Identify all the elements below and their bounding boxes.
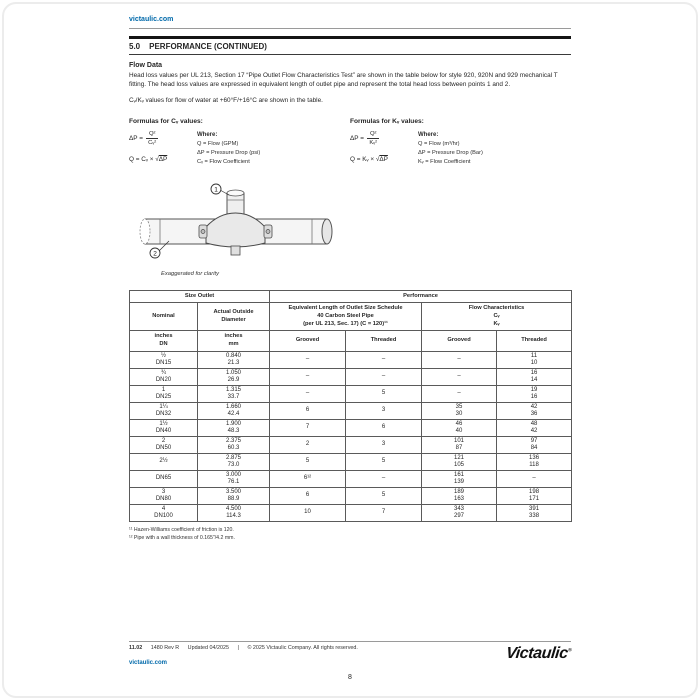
flow-threaded-cv-value: 11: [530, 352, 538, 359]
od-mm-value: 42.4: [227, 410, 240, 417]
th-fc-threaded: Threaded: [497, 331, 572, 351]
flow-grooved-kv-value: 139: [454, 478, 465, 485]
flow-threaded-cv-value: 198: [529, 488, 540, 495]
cell-flow-threaded: [497, 368, 572, 385]
cv-equations: [129, 131, 197, 167]
flow-threaded-kv-value: 84: [530, 444, 538, 451]
cell-flow-threaded: [497, 436, 572, 453]
th-nominal-units: [130, 331, 198, 351]
od-inches-value: 1.900: [226, 420, 242, 427]
nominal-dn-value: DN32: [155, 410, 172, 417]
section-title: PERFORMANCE (CONTINUED): [149, 42, 267, 51]
kv-where-label: Where:: [418, 131, 439, 138]
flow-grooved-cv-value: 189: [454, 488, 465, 495]
flow-threaded-kv-value: 10: [530, 359, 538, 366]
cv-formula-block: [129, 118, 350, 167]
nominal-dn-value: DN80: [155, 495, 172, 502]
footnotes: [129, 526, 571, 542]
kv-radical: √ΔP: [375, 155, 388, 163]
table-header-row-units: [130, 331, 572, 351]
kv-equations: [350, 131, 418, 167]
table-header-row-groups: [130, 290, 572, 303]
flow-threaded-kv-value: 42: [530, 427, 538, 434]
flow-threaded-cv-value: 136: [529, 454, 540, 461]
th-flow-line1: Flow Characteristics: [468, 305, 525, 312]
th-flow-characteristics: [422, 303, 572, 331]
nominal-inches-value: 2½: [159, 458, 168, 465]
cell-outside-diameter: [198, 470, 270, 487]
th-fc-grooved: Grooved: [422, 331, 497, 351]
diagram-point-2: 2: [153, 249, 157, 257]
cell-nominal: [130, 453, 198, 470]
table-row: [130, 453, 572, 470]
cell-nominal: [130, 470, 198, 487]
cell-eqlength-threaded: 3: [346, 436, 422, 453]
th-actual-od-line1: Actual Outside: [213, 309, 254, 316]
od-inches-value: 4.500: [226, 505, 242, 512]
cell-flow-threaded: [497, 351, 572, 368]
th-od-inches: inches: [224, 333, 243, 340]
formulas-section: [129, 118, 571, 167]
flow-grooved-cv-value: 121: [454, 454, 465, 461]
th-od-units: [198, 331, 270, 351]
cv-where-label: Where:: [197, 131, 218, 138]
flow-threaded-kv-value: 171: [529, 495, 540, 502]
page-footer: [129, 641, 571, 681]
cell-outside-diameter: [198, 402, 270, 419]
cell-flow-grooved: [422, 385, 497, 402]
table-header-row-columns: [130, 303, 572, 331]
nominal-dn-value: DN100: [154, 512, 173, 519]
od-inches-value: 3.000: [226, 471, 242, 478]
flow-grooved-kv-value: 297: [454, 512, 465, 519]
paragraph-head-loss: Head loss values per UL 213, Section 17 “Pipe Outlet Flow Characteristics Test” are shown in the table below for style 920, 920N and 929 mechanical T fitting. The head loss values are expressed in equivalent length of outlet pipe and represent the total head loss between points 1 and 2.: [129, 72, 558, 88]
cell-flow-grooved: [422, 368, 497, 385]
victaulic-logo: [505, 645, 572, 663]
nominal-inches-value: 3: [161, 488, 166, 495]
cv-radicand: ΔP: [158, 155, 168, 163]
th-equiv-line3: (per UL 213, Sec. 17) (C = 120)¹¹: [303, 320, 388, 327]
cv-eq2-pre: Q = Cᵥ ×: [129, 155, 154, 163]
cell-outside-diameter: [198, 419, 270, 436]
kv-fraction-numerator: Q²: [367, 131, 380, 139]
cell-eqlength-threaded: –: [346, 351, 422, 368]
th-flow-cv: Cᵥ: [493, 313, 500, 320]
th-equiv-line1: Equivalent Length of Outlet Size Schedule: [288, 305, 403, 312]
od-inches-value: 2.875: [226, 454, 242, 461]
table-row: [130, 385, 572, 402]
cell-nominal: [130, 504, 198, 521]
cell-flow-threaded: [497, 504, 572, 521]
od-mm-value: 21.3: [227, 359, 240, 366]
th-eq-grooved: Grooved: [270, 331, 346, 351]
nominal-dn-value: DN20: [155, 376, 172, 383]
th-od-mm: mm: [228, 341, 239, 348]
cell-nominal: [130, 436, 198, 453]
flow-grooved-cv-value: 101: [454, 437, 465, 444]
cv-fraction-numerator: Q²: [146, 131, 159, 139]
cv-where-line-dp: ΔP = Pressure Drop (psi): [197, 150, 261, 157]
nominal-dn-value: DN65: [155, 475, 172, 482]
od-mm-value: 73.0: [227, 461, 240, 468]
mechanical-t-illustration: [133, 181, 343, 263]
cell-eqlength-grooved: 6: [270, 402, 346, 419]
cv-eq1-lhs: ΔP =: [129, 134, 143, 142]
kv-eq2: [350, 156, 418, 163]
kv-fraction: [367, 131, 380, 146]
kv-eq2-pre: Q = Kᵥ ×: [350, 155, 375, 163]
flow-grooved-cv-value: –: [457, 373, 461, 380]
cell-flow-grooved: [422, 487, 497, 504]
flow-grooved-cv-value: 35: [455, 403, 463, 410]
cv-radical: √ΔP: [155, 155, 168, 163]
th-performance: Performance: [270, 290, 572, 303]
nominal-inches-value: 4: [161, 505, 166, 512]
cell-flow-threaded: [497, 385, 572, 402]
od-mm-value: 114.3: [226, 512, 241, 519]
od-mm-value: 60.3: [227, 444, 240, 451]
flow-threaded-cv-value: –: [532, 475, 536, 482]
fitting-diagram: [133, 181, 571, 277]
cell-eqlength-grooved: 2: [270, 436, 346, 453]
flow-grooved-kv-value: 105: [454, 461, 465, 468]
flow-table-body: [130, 351, 572, 521]
cell-outside-diameter: [198, 487, 270, 504]
cell-flow-threaded: [497, 453, 572, 470]
footer-left: [129, 645, 365, 669]
doc-revision: 1480 Rev R: [150, 645, 180, 651]
od-mm-value: 76.1: [227, 478, 240, 485]
th-nominal: Nominal: [130, 303, 198, 331]
cv-where-line-q: Q = Flow (GPM): [197, 141, 239, 148]
flow-table-head: [130, 290, 572, 351]
nominal-inches-value: ¾: [160, 369, 166, 376]
doc-number: 11.02: [129, 645, 143, 651]
th-nominal-inches: inches: [154, 333, 173, 340]
top-divider: [129, 28, 571, 29]
od-mm-value: 26.9: [227, 376, 240, 383]
kv-eq1-lhs: ΔP =: [350, 134, 364, 142]
flow-threaded-cv-value: 97: [530, 437, 538, 444]
flow-grooved-cv-value: 343: [454, 505, 465, 512]
nominal-inches-value: 1: [161, 386, 166, 393]
nominal-dn-value: DN50: [155, 444, 172, 451]
table-row: [130, 504, 572, 521]
flow-grooved-cv-value: –: [457, 390, 461, 397]
flow-threaded-cv-value: 391: [529, 505, 540, 512]
page-content: [129, 8, 571, 542]
cell-eqlength-threaded: 5: [346, 487, 422, 504]
od-inches-value: 1.050: [226, 369, 242, 376]
cell-outside-diameter: [198, 385, 270, 402]
table-row: [130, 419, 572, 436]
od-inches-value: 0.840: [226, 352, 242, 359]
table-row: [130, 368, 572, 385]
od-inches-value: 3.500: [226, 488, 242, 495]
kv-where-line-kv: Kᵥ = Flow Coefficient: [418, 158, 471, 165]
nominal-dn-value: DN40: [155, 427, 172, 434]
cell-eqlength-threaded: 5: [346, 385, 422, 402]
cv-formula-title: Formulas for Cᵥ values:: [129, 117, 203, 125]
kv-where-line-dp: ΔP = Pressure Drop (Bar): [418, 150, 483, 157]
flow-threaded-kv-value: 14: [530, 376, 538, 383]
cv-fraction-denominator: Cᵥ²: [148, 139, 157, 146]
cell-flow-grooved: [422, 402, 497, 419]
kv-where-line-q: Q = Flow (m³/hr): [418, 141, 460, 148]
flow-grooved-cv-value: 161: [454, 471, 465, 478]
od-mm-value: 33.7: [227, 393, 240, 400]
table-row: [130, 351, 572, 368]
cell-flow-threaded: [497, 419, 572, 436]
kv-radicand: ΔP: [379, 155, 388, 163]
cell-flow-threaded: [497, 487, 572, 504]
th-flow-kv: Kᵥ: [493, 320, 500, 327]
th-size-outlet: Size Outlet: [130, 290, 270, 303]
cell-eqlength-threaded: 6: [346, 419, 422, 436]
cell-nominal: [130, 385, 198, 402]
flow-grooved-kv-value: 163: [454, 495, 465, 502]
cell-flow-threaded: [497, 470, 572, 487]
flow-grooved-kv-value: 30: [455, 410, 463, 417]
footer-separator: |: [237, 645, 239, 651]
nominal-dn-value: DN25: [155, 393, 172, 400]
nominal-inches-value: 1½: [159, 420, 168, 427]
cell-flow-grooved: [422, 419, 497, 436]
doc-updated: Updated 04/2025: [187, 645, 230, 651]
top-site-link[interactable]: victaulic.com: [129, 16, 174, 23]
th-equivalent-length: [270, 303, 422, 331]
cv-eq2: [129, 156, 197, 163]
cell-eqlength-grooved: 6¹²: [270, 470, 346, 487]
cv-where-block: [197, 131, 260, 167]
cell-nominal: [130, 351, 198, 368]
cell-eqlength-threaded: 3: [346, 402, 422, 419]
flow-threaded-kv-value: 36: [530, 410, 538, 417]
table-row: [130, 470, 572, 487]
flow-grooved-cv-value: 46: [455, 420, 463, 427]
cell-outside-diameter: [198, 436, 270, 453]
kv-where-block: [418, 131, 483, 167]
cell-eqlength-threaded: 5: [346, 453, 422, 470]
od-inches-value: 1.315: [226, 386, 242, 393]
od-mm-value: 88.9: [227, 495, 240, 502]
nominal-dn-value: DN15: [155, 359, 172, 366]
paragraph-cv-kv: Cᵥ/Kᵥ values for flow of water at +60°F/+16°C are shown in the table.: [129, 96, 323, 104]
footer-site-link[interactable]: victaulic.com: [129, 660, 168, 666]
flow-threaded-cv-value: 19: [530, 386, 538, 393]
cv-fraction: [146, 131, 159, 146]
th-equiv-line2: 40 Carbon Steel Pipe: [317, 313, 374, 320]
od-inches-value: 1.660: [226, 403, 242, 410]
cell-outside-diameter: [198, 453, 270, 470]
th-actual-od: [198, 303, 270, 331]
flow-threaded-cv-value: 42: [530, 403, 538, 410]
kv-formula-title: Formulas for Kᵥ values:: [350, 117, 424, 125]
cell-flow-grooved: [422, 436, 497, 453]
th-eq-threaded: Threaded: [346, 331, 422, 351]
flow-threaded-kv-value: 118: [529, 461, 539, 468]
nominal-inches-value: ½: [160, 352, 166, 359]
footer-divider: [129, 641, 571, 642]
cell-flow-grooved: [422, 351, 497, 368]
cell-eqlength-grooved: –: [270, 385, 346, 402]
cell-outside-diameter: [198, 351, 270, 368]
flow-data-heading: Flow Data: [129, 62, 163, 69]
flow-data-table: [129, 290, 572, 522]
cell-eqlength-grooved: 10: [270, 504, 346, 521]
flow-threaded-cv-value: 16: [530, 369, 538, 376]
od-inches-value: 2.375: [226, 437, 242, 444]
nominal-inches-value: 2: [161, 437, 166, 444]
flow-threaded-kv-value: 16: [530, 393, 538, 400]
cell-eqlength-threaded: 7: [346, 504, 422, 521]
nominal-inches-value: 1¼: [159, 403, 168, 410]
diagram-caption: Exaggerated for clarity: [161, 270, 219, 277]
table-row: [130, 402, 572, 419]
cell-flow-threaded: [497, 402, 572, 419]
cell-nominal: [130, 402, 198, 419]
od-mm-value: 48.3: [227, 427, 240, 434]
cell-eqlength-grooved: 6: [270, 487, 346, 504]
cv-where-line-cv: Cᵥ = Flow Coefficient: [197, 158, 250, 165]
flow-grooved-kv-value: 40: [455, 427, 463, 434]
kv-formula-block: [350, 118, 571, 167]
table-row: [130, 436, 572, 453]
th-actual-od-line2: Diameter: [221, 316, 246, 323]
th-nominal-dn: DN: [159, 341, 168, 348]
cell-eqlength-threaded: –: [346, 470, 422, 487]
cell-outside-diameter: [198, 504, 270, 521]
cell-outside-diameter: [198, 368, 270, 385]
cell-nominal: [130, 419, 198, 436]
registered-mark: ®: [567, 647, 572, 654]
kv-fraction-denominator: Kᵥ²: [369, 139, 378, 146]
footnote-12: ¹² Pipe with a wall thickness of 0.165"/4.2 mm.: [129, 534, 235, 541]
footer-meta-line: [129, 645, 365, 651]
diagram-point-1: 1: [214, 185, 218, 193]
flow-threaded-kv-value: 338: [529, 512, 540, 519]
cell-nominal: [130, 368, 198, 385]
cell-flow-grooved: [422, 504, 497, 521]
flow-grooved-kv-value: 87: [455, 444, 463, 451]
footnote-11: ¹¹ Hazen-Williams coefficient of friction is 120.: [129, 526, 234, 533]
section-header: [129, 36, 571, 55]
flow-grooved-cv-value: –: [457, 356, 461, 363]
section-number: 5.0: [129, 42, 141, 51]
cell-flow-grooved: [422, 453, 497, 470]
victaulic-wordmark: Victaulic: [505, 645, 569, 662]
cell-eqlength-threaded: –: [346, 368, 422, 385]
copyright-text: © 2025 Victaulic Company. All rights reserved.: [247, 645, 358, 651]
cell-flow-grooved: [422, 470, 497, 487]
flow-threaded-cv-value: 48: [530, 420, 538, 427]
cell-eqlength-grooved: –: [270, 351, 346, 368]
page-number: 8: [348, 674, 352, 681]
cell-eqlength-grooved: 7: [270, 419, 346, 436]
cell-eqlength-grooved: –: [270, 368, 346, 385]
cell-nominal: [130, 487, 198, 504]
table-row: [130, 487, 572, 504]
cell-eqlength-grooved: 5: [270, 453, 346, 470]
